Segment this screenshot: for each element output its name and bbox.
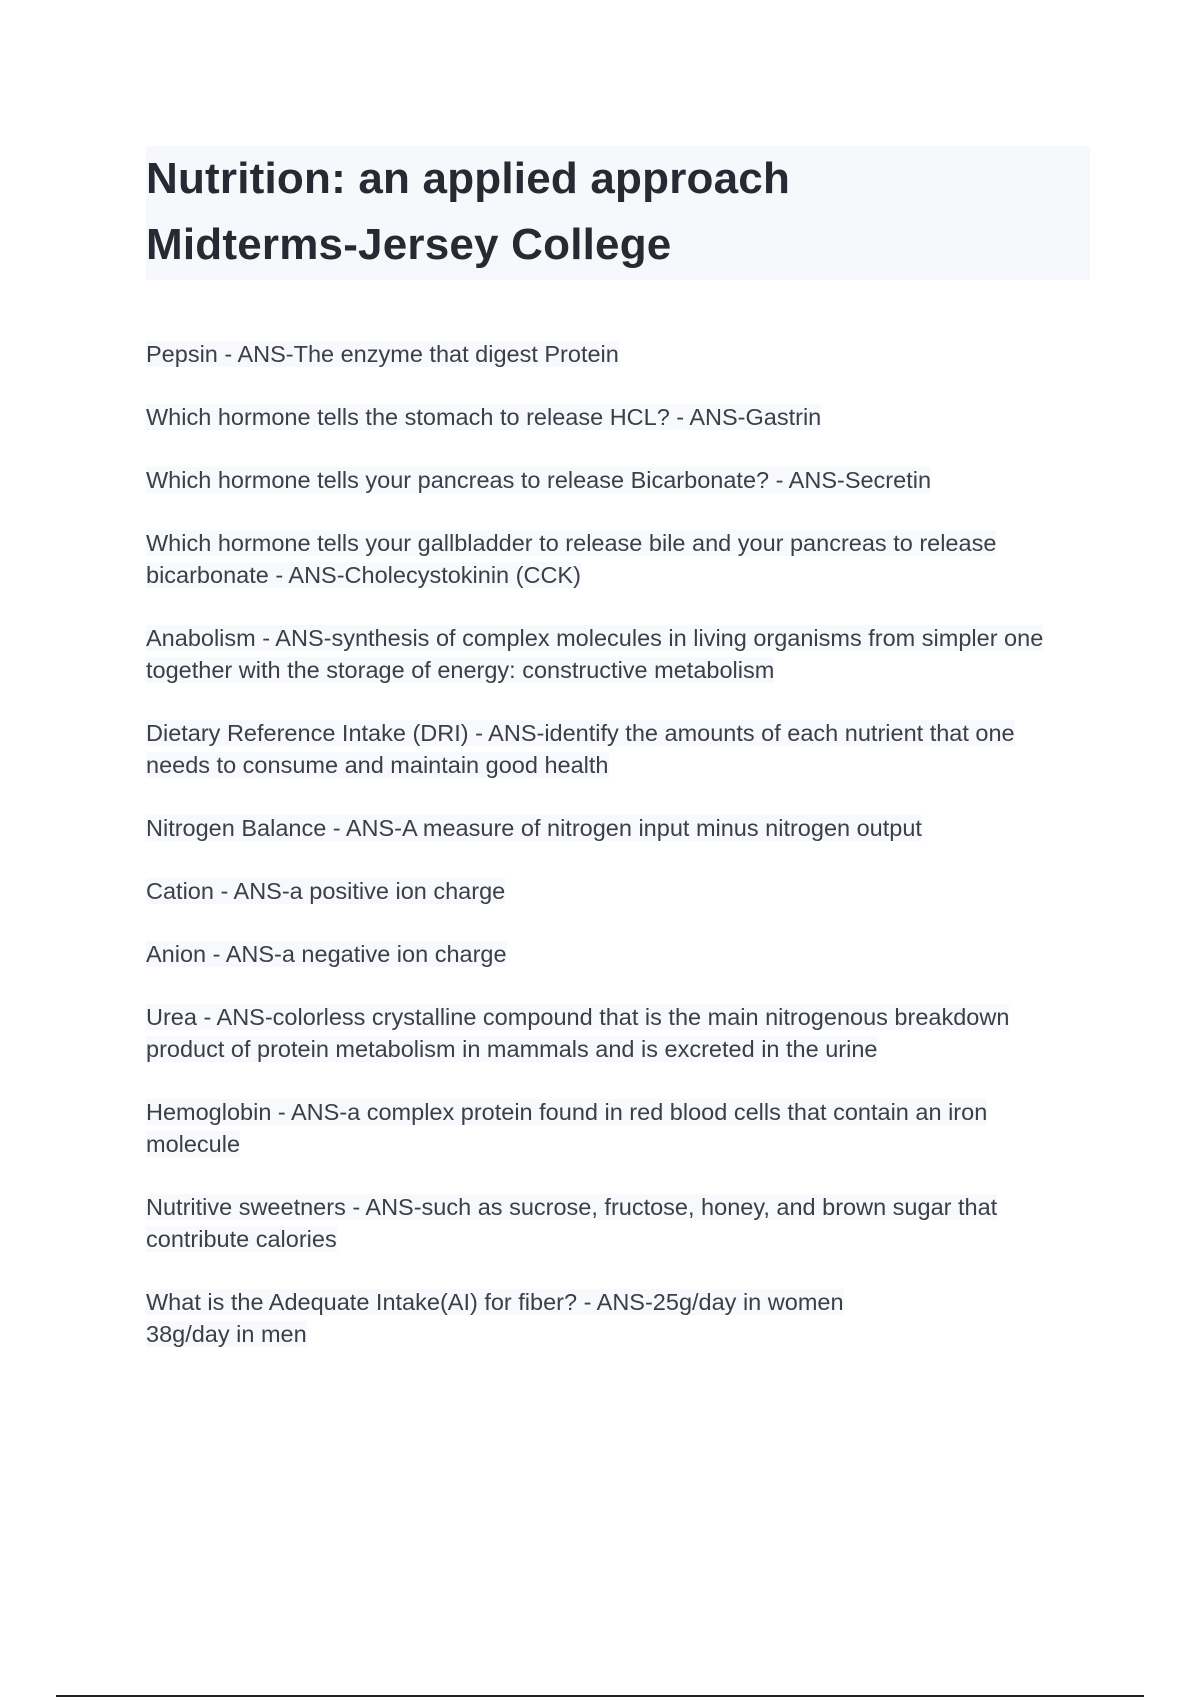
qa-text: Which hormone tells your pancreas to release Bicarbonate? - ANS-Secretin: [146, 467, 932, 493]
qa-item: [146, 338, 1090, 370]
qa-text: Pepsin - ANS-The enzyme that digest Protein: [146, 341, 619, 367]
qa-text: Which hormone tells your gallbladder to release bile and your pancreas to release bicarbonate - ANS-Cholecystokinin (CCK): [146, 530, 997, 588]
qa-item: [146, 464, 1090, 496]
qa-text: Urea - ANS-colorless crystalline compound that is the main nitrogenous breakdown product of protein metabolism in mammals and is excreted in the urine: [146, 1004, 1010, 1062]
qa-item: [146, 875, 1090, 907]
qa-list: [146, 338, 1090, 1381]
qa-text: Nutritive sweetners - ANS-such as sucrose, fructose, honey, and brown sugar that contribute calories: [146, 1194, 998, 1252]
qa-item: [146, 938, 1090, 970]
qa-item: [146, 1286, 1090, 1350]
qa-item: [146, 527, 1090, 591]
qa-text: What is the Adequate Intake(AI) for fiber? - ANS-25g/day in women 38g/day in men: [146, 1289, 844, 1347]
qa-text: Anion - ANS-a negative ion charge: [146, 941, 507, 967]
qa-text: Dietary Reference Intake (DRI) - ANS-identify the amounts of each nutrient that one needs to consume and maintain good health: [146, 720, 1015, 778]
qa-text: Nitrogen Balance - ANS-A measure of nitrogen input minus nitrogen output: [146, 815, 922, 841]
qa-item: [146, 1191, 1090, 1255]
qa-text: Cation - ANS-a positive ion charge: [146, 878, 506, 904]
qa-item: [146, 717, 1090, 781]
qa-text: Which hormone tells the stomach to release HCL? - ANS-Gastrin: [146, 404, 822, 430]
document-title: Nutrition: an applied approach Midterms-Jersey College: [146, 154, 791, 269]
qa-text: Hemoglobin - ANS-a complex protein found in red blood cells that contain an iron molecule: [146, 1099, 988, 1157]
footer-divider: [56, 1695, 1144, 1697]
qa-text: Anabolism - ANS-synthesis of complex molecules in living organisms from simpler one together with the storage of energy: constructive metabolism: [146, 625, 1044, 683]
qa-item: [146, 401, 1090, 433]
title-block: [146, 146, 1090, 280]
qa-item: [146, 1096, 1090, 1160]
qa-item: [146, 1001, 1090, 1065]
qa-item: [146, 812, 1090, 844]
qa-item: [146, 622, 1090, 686]
